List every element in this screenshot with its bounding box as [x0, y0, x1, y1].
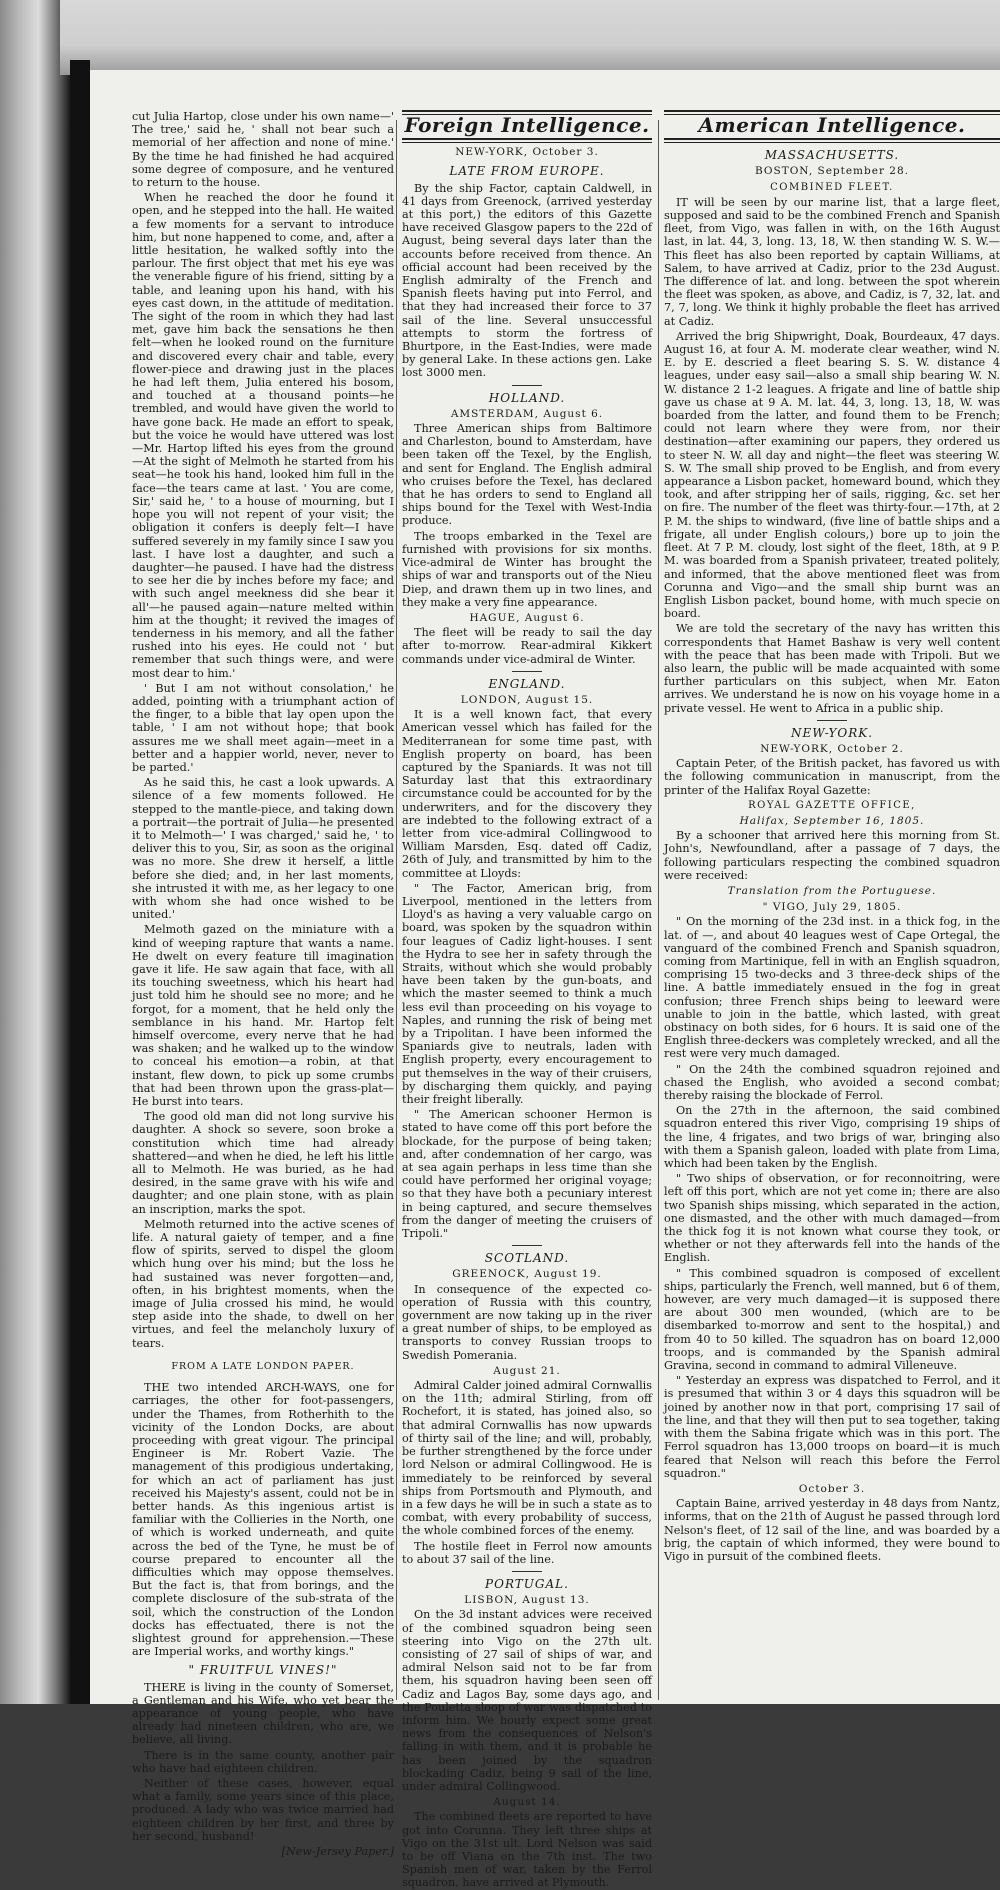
- story-paragraph: As he said this, he cast a look upwards. A silence of a few moments followed. He stepped to the mantle-piece, and taking down a portrait—the portrait of Julia—he presented it to Melmoth—' I was charged,' said he, ' to deliver this to you, Sir, as soon as the original was no more. She drew it herself, a little before she died; and, in her last moments, she intrusted it with me, as her legacy to one with whom she had once wished to be united.': [132, 776, 394, 922]
- scan-top-margin: [60, 0, 1000, 75]
- subheading: COMBINED FLEET.: [770, 181, 894, 193]
- story-paragraph: ' But I am not without consolation,' he added, pointing with a triumphant action of the finger, to a bible that lay open upon the table, ' I am not without hope; that book assures me we shall meet again—meet in a better and a happier world, never, never to be parted.': [132, 681, 394, 774]
- article-paragraph: There is in the same county, another pair who have had eighteen children.: [132, 1748, 394, 1775]
- separator: [512, 671, 542, 672]
- story-paragraph: Melmoth gazed on the miniature with a kind of weeping rapture that wants a name. He dwelt on every feature till imagination gave it life. He saw again that face, with all its touching sweetness, which his heart had just told him he should see no more; and he forgot, for a moment, that he held only the semblance in his hand. Mr. Hartop felt himself overcome, every nerve that he had was shaken; and he walked up to the window to conceal his emotion—a robin, at that instant, flew down, to pick up some crumbs that had been thrown upon the grass-plat—He burst into tears.: [132, 923, 394, 1109]
- column-rule-2: [658, 120, 659, 1700]
- article-paragraph: On the 3d instant advices were received of the combined squadron being seen steering into Vigo on the 27th ult. consisting of 27 sail of ships of war, and admiral Nelson said not to be far from them, his squadron having been seen off Cadiz and Lagos Bay, some days ago, and the Pouletta sloop of war was dispatched to inform him. We hourly expect some great news from the consequences of Nelson's falling in with them, and it is probable he has been joined by the squadron blockading Cadiz, being 9 sail of the line, under admiral Collingwood.: [402, 1608, 652, 1793]
- dateline: NEW-YORK, October 3.: [455, 146, 599, 159]
- dateline: October 3.: [798, 1482, 866, 1495]
- separator: [512, 1245, 542, 1246]
- section-heading-london: FROM A LATE LONDON PAPER.: [171, 1360, 355, 1372]
- article-paragraph: " On the morning of the 23d inst. in a thick fog, in the lat. of —, and about 40 leagues west of Cape Ortegal, the vanguard of the combined French and Spanish squadron, coming from Martinique, fell in with an English squadron, comprising 15 two-decks and 3 three-deck ships of the line. A battle immediately ensued in the fog in great confusion; three French ships being to leeward were unable to join in the battle, which lasted, with great obstinacy on both sides, for 6 hours. It is said one of the English three-deckers was completely wrecked, and all the rest were very much damaged.: [664, 915, 1000, 1061]
- story-paragraph: The good old man did not long survive his daughter. A shock so severe, soon broke a constitution which time had already shattered—and when he died, he left his little all to Melmoth. He was buried, as he had desired, in the same grave with his wife and daughter; and one plain stone, with as plain an inscription, marks the spot.: [132, 1110, 394, 1216]
- article-paragraph: " The Factor, American brig, from Liverpool, mentioned in the letters from Lloyd's as having a very valuable cargo on board, was spoken by the squadron within four leagues of Cadiz light-houses. I sent the Hydra to see her in safety through the Straits, without which she would probably have been taken by the gun-boats, and which the master seemed to think a much less evil than proceeding on his voyage to Naples, and running the risk of being met by a Tripolitan. I have been informed the Spaniards give to neutrals, laden with English property, every encouragement to put themselves in the way of their cruisers, by discharging them quickly, and paying their freight liberally.: [402, 881, 652, 1107]
- dateline: August 14.: [493, 1796, 561, 1809]
- section-heading: HOLLAND.: [488, 390, 566, 405]
- article-paragraph: " On the 24th the combined squadron rejoined and chased the English, who avoided a second combat; thereby raising the blockade of Ferrol.: [664, 1062, 1000, 1103]
- dateline: HAGUE, August 6.: [469, 611, 585, 624]
- section-heading: MASSACHUSETTS.: [764, 148, 900, 163]
- article-paragraph: The fleet will be ready to sail the day after to-morrow. Rear-admiral Kikkert commands under vice-admiral de Winter.: [402, 626, 652, 666]
- section-heading: PORTUGAL.: [485, 1576, 569, 1591]
- section-heading: SCOTLAND.: [484, 1251, 570, 1266]
- article-paragraph: On the 27th in the afternoon, the said combined squadron entered this river Vigo, comprising 19 ships of the line, 4 frigates, and two brigs of war, bringing also with them a Spanish galeon, loaded with plate from Lima, which had been taken by the English.: [664, 1104, 1000, 1171]
- article-paragraph: Admiral Calder joined admiral Cornwallis on the 11th; admiral Stirling, from off Rochefort, it is stated, has joined also, so that admiral Cornwallis has now upwards of thirty sail of the line; and will, probably, be further strengthened by the force under lord Nelson or admiral Collingwood. He is immediately to be reinforced by several ships from Portsmouth and Plymouth, and in a few days he will be in such a state as to combat, with every probability of success, the whole combined forces of the enemy.: [402, 1379, 652, 1538]
- section-heading: LATE FROM EUROPE.: [449, 164, 605, 179]
- separator: [512, 385, 542, 386]
- article-paragraph: IT will be seen by our marine list, that a large fleet, supposed and said to be the combined French and Spanish fleet, from Vigo, was fallen in with, on the 16th August last, in lat. 44, 3, long. 13, 18, W. then standing W. S. W.—This fleet has also been reported by captain Williams, at Salem, to have arrived at Cadiz, prior to the 23d August. The difference of lat. and long. between the spot wherein the fleet was spoken, as above, and Cadiz, is 7, 32, lat. and 7, 7, long. We think it highly probable the fleet has arrived at Cadiz.: [664, 195, 1000, 328]
- section-heading: NEW-YORK.: [790, 725, 874, 740]
- masthead-rule: [402, 138, 652, 143]
- article-paragraph: Arrived the brig Shipwright, Doak, Bourdeaux, 47 days. August 16, at four A. M. moderate clear weather, wind N. E. by E. descried a fleet bearing S. S. W. distance 4 leagues, under easy sail—also a small ship bearing W. N. W. distance 2 1-2 leagues. A frigate and line of battle ship gave us chase at 9 A. M. lat. 44, 3, long. 13, 18, W. was boarded from the latter, and found them to be French; could not learn where they were from, nor their destination—after examining our papers, they ordered us to steer N. W. all day and night—the fleet was steering W. S. W. The small ship proved to be English, and from every appearance a Lisbon packet, homeward bound, which they took, and after stripping her of sails, rigging, &c. set her on fire. The number of the fleet was thirty-four.—17th, at 2 P. M. the ships to windward, (five line of battle ships and a frigate, all under English colours,) bore up to join the fleet. At 7 P. M. cloudy, lost sight of the fleet, 18th, at 9 P. M. was boarded from a Spanish privateer, treated politely, and informed, that the above mentioned fleet was from Corunna and Vigo—and the small ship burnt was an English Lisbon packet, bound home, with much specie on board.: [664, 329, 1000, 621]
- scan-binding-edge: [0, 0, 70, 1704]
- dateline: NEW-YORK, October 2.: [760, 742, 904, 755]
- article-paragraph: THE two intended ARCH-WAYS, one for carriages, the other for foot-passengers, under the Thames, from Rotherhith to the vicinity of the London Docks, are about proceeding with great vigour. The principal Engineer is Mr. Robert Vazie. The management of this prodigious undertaking, for which an act of parliament has just received his Majesty's assent, could not be in better hands. As this ingenious artist is familiar with the Collieries in the North, one of which is worked underneath, and quite across the bed of the Tyne, he must be of course prepared to encounter all the difficulties which may oppose themselves. But the fact is, that from borings, and the complete disclosure of the sub-strata of the soil, which the construction of the London docks has effectuated, there is not the slightest ground for apprehension.—These are Imperial works, and worthy kings.": [132, 1381, 394, 1659]
- dateline: BOSTON, September 28.: [754, 165, 910, 178]
- article-paragraph: The hostile fleet in Ferrol now amounts to about 37 sail of the line.: [402, 1539, 652, 1566]
- article-paragraph: " Two ships of observation, or for reconnoitring, were left off this port, which are not yet come in; there are also two Spanish ships missing, which separated in the action, one dismasted, and the other with much damaged—from the thick fog it is not known what course they took, or whether or not they afterwards fell into the hands of the English.: [664, 1172, 1000, 1265]
- column-foreign: [402, 110, 652, 1890]
- article-paragraph: " The American schooner Hermon is stated to have come off this port before the blockade, for the purpose of being taken; and, after condemnation of her cargo, was at sea again perhaps in less time than she could have performed her original voyage; so that they have both a pecuniary interest in being captured, and secure themselves from the danger of meeting the cruisers of Tripoli.": [402, 1108, 652, 1241]
- separator: [512, 1571, 542, 1572]
- article-paragraph: The combined fleets are reported to have got into Corunna. They left three ships at Vigo on the 31st ult. Lord Nelson was said to be off Viana on the 7th inst. The two Spanish men of war, taken by the Ferrol squadron, have arrived at Plymouth.: [402, 1810, 652, 1890]
- column-rule-1: [396, 120, 397, 1700]
- column-american: [664, 110, 1000, 1680]
- dateline: LONDON, August 15.: [460, 693, 594, 706]
- subheading: ROYAL GAZETTE OFFICE,: [748, 799, 916, 811]
- subheading: Translation from the Portuguese.: [727, 884, 937, 897]
- section-heading: ENGLAND.: [488, 676, 566, 691]
- dateline: Halifax, September 16, 1805.: [739, 814, 925, 827]
- article-paragraph: By a schooner that arrived here this morning from St. John's, Newfoundland, after a passage of 7 days, the following particulars respecting the combined squadron were received:: [664, 829, 1000, 882]
- article-paragraph: Captain Peter, of the British packet, has favored us with the following communication in manuscript, from the printer of the Halifax Royal Gazette:: [664, 757, 1000, 797]
- article-paragraph: By the ship Factor, captain Caldwell, in 41 days from Greenock, (arrived yesterday at this port,) the editors of this Gazette have received Glasgow papers to the 22d of August, being several days later than the accounts before received from thence. An official account had been received by the English admiralty of the French and Spanish fleets having put into Ferrol, and that they had increased their force to 37 sail of the line. Several unsuccessful attempts to storm the fortress of Bhurtpore, in the East-Indies, were made by general Lake. In these actions gen. Lake lost 3000 men.: [402, 181, 652, 380]
- article-source: [New-Jersey Paper.]: [281, 1845, 394, 1858]
- dateline: " VIGO, July 29, 1805.: [762, 901, 902, 914]
- masthead-foreign: Foreign Intelligence.: [404, 113, 650, 137]
- dateline: LISBON, August 13.: [464, 1594, 590, 1607]
- article-paragraph: The troops embarked in the Texel are furnished with provisions for six months. Vice-admiral de Winter has brought the ships of war and transports out of the Nieu Diep, and drawn them up in two lines, and they make a very fine appearance.: [402, 529, 652, 609]
- dateline: AMSTERDAM, August 6.: [450, 407, 604, 420]
- article-paragraph: " Yesterday an express was dispatched to Ferrol, and it is presumed that within 3 or 4 days this squadron will be joined by another now in that port, comprising 17 sail of the line, and that they will then put to sea together, taking with them the Sabina frigate which was in this port. The Ferrol squadron has 13,000 troops on board—it is much feared that Nelson will reach this before the Ferrol squadron.": [664, 1374, 1000, 1480]
- dateline: GREENOCK, August 19.: [452, 1268, 602, 1281]
- article-paragraph: In consequence of the expected co-operation of Russia with this country, government are now taking up in the river a great number of ships, to be employed as transports to convey Russian troops to Swedish Pomerania.: [402, 1282, 652, 1362]
- article-paragraph: Neither of these cases, however, equal what a family, some years since of this place, produced. A lady who was twice married had eighteen children by her first, and three by her second, husband!: [132, 1776, 394, 1843]
- article-paragraph: It is a well known fact, that every American vessel which has failed for the Mediterranean for some time past, with English property on board, has been captured by the Spaniards. It was not till Saturday last that this extraordinary circumstance could be accounted for by the underwriters, and for the discovery they are indebted to the following extract of a letter from vice-admiral Collingwood to William Marsden, Esq. dated off Cadiz, 26th of July, and transmitted by him to the committee at Lloyds:: [402, 708, 652, 880]
- separator: [817, 720, 847, 721]
- article-paragraph: We are told the secretary of the navy has written this correspondents that Hamet Bashaw is very well content with the peace that has been made with Tripoli. But we also learn, the public will be made acquainted with some further particulars on this subject, when Mr. Eaton arrives. We understand he is now on his voyage home in a private vessel. He went to Africa in a public ship.: [664, 622, 1000, 715]
- section-heading-vines: " FRUITFUL VINES!": [188, 1663, 338, 1678]
- article-paragraph: THERE is living in the county of Somerset, a Gentleman and his Wife, who yet bear the appearance of young people, who have already had nineteen children, who are, we believe, all living.: [132, 1680, 394, 1747]
- newspaper-page: [90, 70, 1000, 1890]
- article-paragraph: Three American ships from Baltimore and Charleston, bound to Amsterdam, have been taken off the Texel, by the English, and sent for England. The English admiral who cruises before the Texel, has declared that he has orders to send to England all ships bound for the Texel with West-India produce.: [402, 422, 652, 528]
- masthead-american: American Intelligence.: [698, 113, 966, 137]
- story-paragraph: cut Julia Hartop, close under his own name—' The tree,' said he, ' shall not bear such a memorial of her affection and none of mine.' By the time he had finished he had acquired some degree of composure, and he ventured to return to the house.: [132, 110, 394, 190]
- page-spine-shadow: [70, 60, 90, 1704]
- masthead-rule: [664, 138, 1000, 143]
- article-paragraph: " This combined squadron is composed of excellent ships, particularly the French, well manned, but 6 of them, however, are very much damaged—it is supposed there are about 300 men wounded, (which are to be disembarked to-morrow and sent to the hospital,) and from 40 to 50 killed. The squadron has on board 12,000 troops, and is commanded by the Spanish admiral Gravina, second in command to admiral Villeneuve.: [664, 1266, 1000, 1373]
- column-left: [132, 110, 394, 1858]
- dateline: August 21.: [493, 1364, 561, 1377]
- story-paragraph: When he reached the door he found it open, and he stepped into the hall. He waited a few moments for a servant to introduce him, but none happened to come, and, after a little hesitation, he walked softly into the parlour. The first object that met his eye was the venerable figure of his friend, sitting by a table, and leaning upon his hand, with his eyes cast down, in the attitude of meditation. The sight of the room in which they had last met, gave him back the sensations he then felt—when he looked round on the furniture and discovered every chair and table, every flower-piece and drawing just in the places he had left them, Julia entered his bosom, and touched at a thousand points—he trembled, and would have given the world to have gone back. He made an effort to speak, but the voice he would have uttered was lost—Mr. Hartop lifted his eyes from the ground —At the sight of Melmoth he started from his seat—he took his hand, looked him full in the face—the tears came at last. ' You are come, Sir,' said he, ' to a house of mourning, but I hope you will not repent of your visit; the obligation it confers is deeply felt—I have suffered severely in my family since I saw you last. I have lost a daughter, and such a daughter—he paused. I have had the distress to see her die by inches before my face; and with such angel meekness did she bear it all'—he paused again—nature melted within him at the thought; it revived the images of tenderness in his memory, and all the father rushed into his eyes. He could not ' but remember that such things were, and were most dear to him.': [132, 191, 394, 680]
- article-paragraph: Captain Baine, arrived yesterday in 48 days from Nantz, informs, that on the 21th of August he passed through lord Nelson's fleet, of 12 sail of the line, and was boarded by a brig, the captain of which informed, they were bound to Vigo in pursuit of the combined fleets.: [664, 1497, 1000, 1563]
- story-paragraph: Melmoth returned into the active scenes of life. A natural gaiety of temper, and a fine flow of spirits, served to dispel the gloom which hung over his mind; but the loss he had sustained was never forgotten—and, often, in his brightest moments, when the image of Julia crossed his mind, he would step aside into the shade, to dwell on her virtues, and feel the melancholy luxury of tears.: [132, 1217, 394, 1350]
